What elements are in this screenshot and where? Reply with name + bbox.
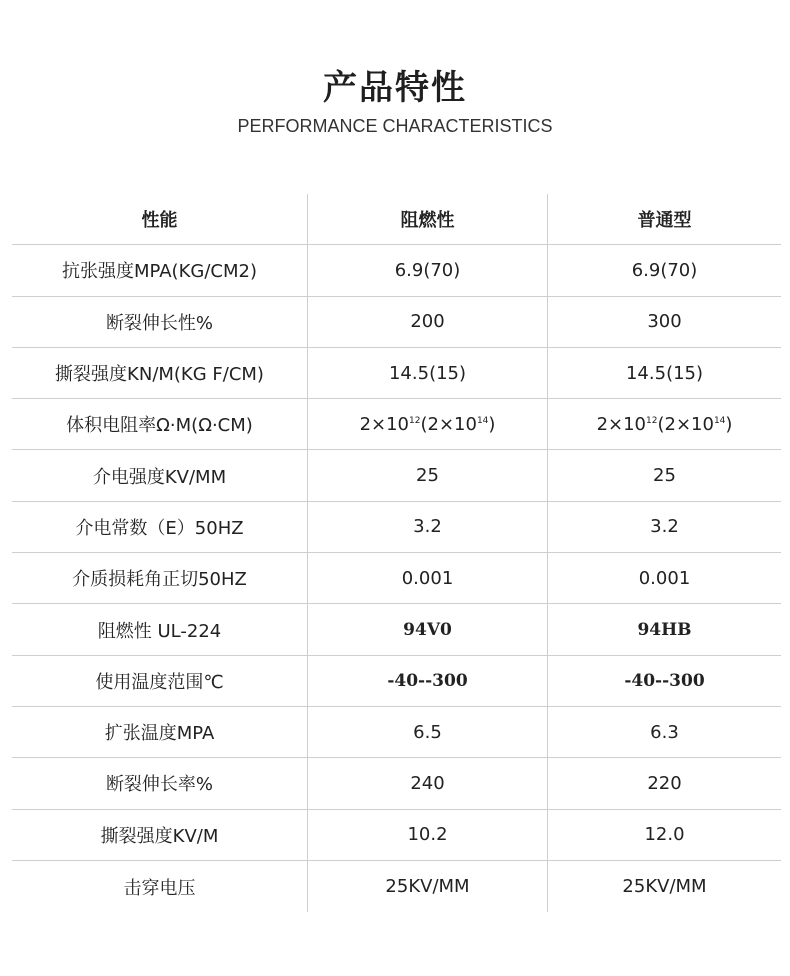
value-close: ) xyxy=(488,413,496,435)
table-row xyxy=(12,450,781,501)
table-row xyxy=(12,297,781,348)
performance-table xyxy=(12,194,781,912)
flame-retardant-value: 14.5(15) xyxy=(307,348,547,398)
property-cell: 断裂伸长率% xyxy=(105,774,214,796)
value-close: ) xyxy=(725,413,733,435)
table-header-row xyxy=(12,194,781,245)
ordinary-value: 6.3 xyxy=(547,707,781,757)
flame-retardant-value: 6.9(70) xyxy=(307,245,547,295)
table-row xyxy=(12,348,781,399)
table-row xyxy=(12,861,781,912)
column-header-flame-retardant: 阻燃性 xyxy=(307,194,547,244)
property-cell: 断裂伸长性% xyxy=(105,312,214,334)
flame-retardant-value: 6.5 xyxy=(307,707,547,757)
value-base: 2×10 xyxy=(596,413,647,435)
ordinary-value: -40--300 xyxy=(547,656,781,706)
flame-retardant-value: 25 xyxy=(307,450,547,500)
ordinary-value: 6.9(70) xyxy=(547,245,781,295)
flame-retardant-value: 10.2 xyxy=(307,810,547,860)
table-row xyxy=(12,810,781,861)
ordinary-value: 0.001 xyxy=(547,553,781,603)
table-row xyxy=(12,604,781,655)
table-row xyxy=(12,707,781,758)
property-cell: 介电常数（E）50HZ xyxy=(75,517,244,539)
page-title: 产品特性 xyxy=(323,68,467,108)
ordinary-value: 25KV/MM xyxy=(547,861,781,912)
table-row xyxy=(12,399,781,450)
flame-retardant-value: 94V0 xyxy=(307,604,547,654)
property-cell: 介电强度KV/MM xyxy=(92,466,227,488)
flame-retardant-value: -40--300 xyxy=(307,656,547,706)
ordinary-value: 25 xyxy=(547,450,781,500)
ordinary-value: 3.2 xyxy=(547,502,781,552)
ordinary-value: 94HB xyxy=(547,604,781,654)
value-exponent: 14 xyxy=(476,416,489,427)
property-cell: 抗张强度MPA(KG/CM2) xyxy=(62,261,257,283)
page-subtitle: PERFORMANCE CHARACTERISTICS xyxy=(237,116,553,136)
ordinary-value: 300 xyxy=(547,297,781,347)
value-base: 2×10 xyxy=(359,413,410,435)
ordinary-value xyxy=(547,399,781,449)
value-exponent: 12 xyxy=(409,416,421,427)
property-cell: 扩张温度MPA xyxy=(104,723,215,745)
table-row xyxy=(12,656,781,707)
value-base: (2×10 xyxy=(657,413,714,435)
ordinary-value: 12.0 xyxy=(547,810,781,860)
property-cell: 体积电阻率Ω·M(Ω·CM) xyxy=(66,415,253,437)
property-cell: 使用温度范围℃ xyxy=(95,671,224,693)
value-exponent: 14 xyxy=(713,416,726,427)
property-cell: 撕裂强度KV/M xyxy=(100,825,219,847)
flame-retardant-value: 200 xyxy=(307,297,547,347)
column-header-property: 性能 xyxy=(141,210,178,232)
property-cell: 撕裂强度KN/M(KG F/CM) xyxy=(55,364,264,386)
table-row xyxy=(12,758,781,809)
ordinary-value: 14.5(15) xyxy=(547,348,781,398)
property-cell: 介质损耗角正切50HZ xyxy=(72,569,247,591)
property-cell: 阻燃性 UL-224 xyxy=(97,620,222,642)
ordinary-value: 220 xyxy=(547,758,781,808)
value-exponent: 12 xyxy=(646,416,658,427)
column-header-ordinary: 普通型 xyxy=(547,194,781,244)
table-row xyxy=(12,502,781,553)
flame-retardant-value: 0.001 xyxy=(307,553,547,603)
flame-retardant-value: 240 xyxy=(307,758,547,808)
flame-retardant-value: 3.2 xyxy=(307,502,547,552)
flame-retardant-value xyxy=(307,399,547,449)
table-row xyxy=(12,553,781,604)
property-cell: 击穿电压 xyxy=(123,877,196,899)
value-base: (2×10 xyxy=(420,413,477,435)
flame-retardant-value: 25KV/MM xyxy=(307,861,547,912)
table-row xyxy=(12,245,781,296)
